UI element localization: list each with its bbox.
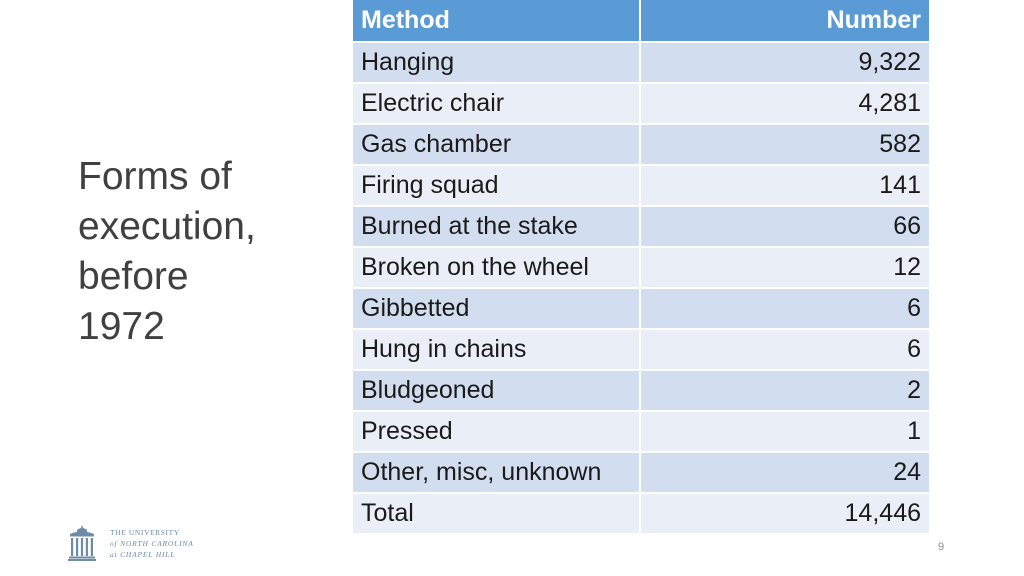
number-cell: 14,446	[641, 494, 929, 535]
method-cell: Broken on the wheel	[353, 248, 641, 289]
table-row	[353, 207, 929, 248]
table-row	[353, 43, 929, 84]
old-well-icon	[68, 524, 96, 562]
method-cell: Hanging	[353, 43, 641, 84]
title-line: before	[78, 255, 189, 298]
number-cell: 582	[641, 125, 929, 166]
method-cell: Pressed	[353, 412, 641, 453]
method-cell: Firing squad	[353, 166, 641, 207]
table-row	[353, 412, 929, 453]
number-cell: 9,322	[641, 43, 929, 84]
table-row	[353, 289, 929, 330]
execution-methods-table	[353, 0, 929, 535]
number-cell: 141	[641, 166, 929, 207]
method-cell: Gas chamber	[353, 125, 641, 166]
table-row	[353, 248, 929, 289]
method-cell: Total	[353, 494, 641, 535]
table-row	[353, 125, 929, 166]
column-header-method: Method	[353, 0, 641, 43]
table-header-row	[353, 0, 929, 43]
logo-line: at CHAPEL HILL	[110, 549, 176, 559]
number-cell: 6	[641, 289, 929, 330]
number-cell: 2	[641, 371, 929, 412]
logo-line: of NORTH CAROLINA	[110, 538, 194, 548]
logo-text	[110, 527, 194, 560]
slide-title	[78, 152, 328, 352]
title-line: 1972	[78, 305, 165, 348]
method-cell: Hung in chains	[353, 330, 641, 371]
method-cell: Gibbetted	[353, 289, 641, 330]
column-header-number: Number	[641, 0, 929, 43]
title-line: Forms of	[78, 155, 232, 198]
method-cell: Burned at the stake	[353, 207, 641, 248]
number-cell: 24	[641, 453, 929, 494]
method-cell: Other, misc, unknown	[353, 453, 641, 494]
university-logo	[68, 524, 194, 562]
number-cell: 6	[641, 330, 929, 371]
table-row	[353, 453, 929, 494]
method-cell: Bludgeoned	[353, 371, 641, 412]
table-row	[353, 166, 929, 207]
table-row	[353, 371, 929, 412]
table-row	[353, 84, 929, 125]
number-cell: 12	[641, 248, 929, 289]
logo-line: THE UNIVERSITY	[110, 527, 180, 537]
title-line: execution,	[78, 205, 256, 248]
table-row	[353, 330, 929, 371]
number-cell: 66	[641, 207, 929, 248]
table-total-row	[353, 494, 929, 535]
method-cell: Electric chair	[353, 84, 641, 125]
number-cell: 4,281	[641, 84, 929, 125]
page-number: 9	[938, 541, 945, 553]
number-cell: 1	[641, 412, 929, 453]
